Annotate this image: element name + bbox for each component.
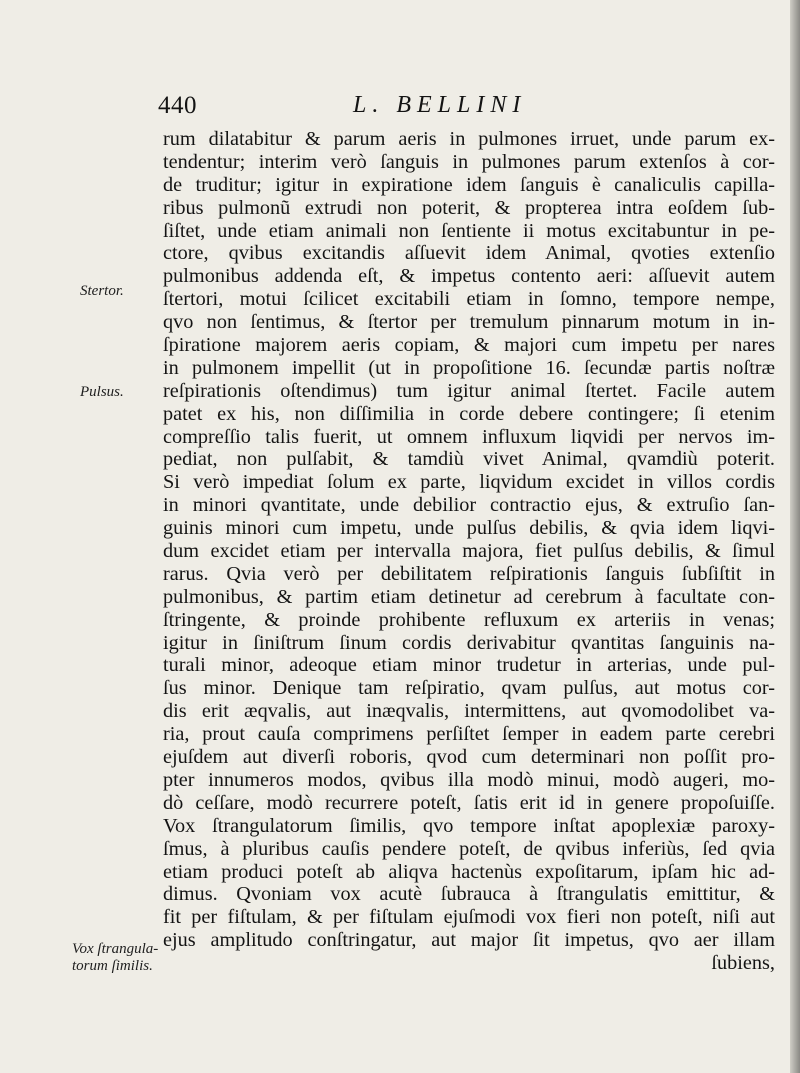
text-line: Si verò impediat ſolum ex parte, liqvidum excidet in villos cordis: [163, 471, 775, 494]
text-line: de truditur; igitur in expiratione idem ſanguis è canaliculis capilla-: [163, 173, 775, 196]
text-line: ſmus, à pluribus cauſis pendere poteſt, de qvibus inferiùs, ſed qvia: [163, 837, 775, 860]
text-line: fit per fiſtulam, & per fiſtulam ejuſmodi vox fieri non poteſt, niſi aut: [163, 906, 775, 929]
text-line: in minori qvantitate, unde debilior contractio ejus, & extruſio ſan-: [163, 494, 775, 517]
text-line: ſiſtet, unde etiam animali non ſentiente ii motus excitabuntur in pe-: [163, 219, 775, 242]
text-line: rum dilatabitur & parum aeris in pulmones irruet, unde parum ex-: [163, 128, 775, 150]
marginal-note-stertor: Stertor.: [80, 283, 124, 299]
text-line: dimus. Qvoniam vox acutè ſubrauca à ſtrangulatis emittitur, &: [163, 883, 775, 906]
text-line: rarus. Qvia verò per debilitatem reſpirationis ſanguis ſubſiſtit in: [163, 562, 775, 585]
running-head: L. BELLINI: [353, 92, 527, 118]
text-line: in pulmonem impellit (ut in propoſitione 16. ſecundæ partis noſtræ: [163, 356, 775, 379]
text-line: tendentur; interim verò ſanguis in pulmones parum extenſos à cor-: [163, 150, 775, 173]
text-line: Vox ſtrangulatorum ſimilis, qvo tempore inſtat apoplexiæ paroxy-: [163, 814, 775, 837]
text-line: pter innumeros modos, qvibus illa modò minui, modò augeri, mo-: [163, 768, 775, 791]
page-header: [158, 92, 778, 126]
text-line: reſpirationis oſtendimus) tum igitur animal ſtertet. Facile autem: [163, 379, 775, 402]
text-line: compreſſio talis fuerit, ut omnem influxum liqvidi per nervos im-: [163, 425, 775, 448]
page-edge-shadow: [790, 0, 800, 1073]
marginal-note-vox-line: torum ſimilis.: [72, 958, 153, 974]
text-line: pulmonibus, & partim etiam detinetur ad cerebrum à facultate con-: [163, 585, 775, 608]
text-line: ſubiens,: [711, 952, 775, 975]
text-line: ſpiratione majorem aeris copiam, & majori cum impetu per nares: [163, 334, 775, 357]
text-line: turali minor, adeoque etiam minor trudetur in arterias, unde pul-: [163, 654, 775, 677]
text-line: qvo non ſentimus, & ſtertor per tremulum pinnarum motum in in-: [163, 311, 775, 334]
text-line: dum excidet etiam per intervalla majora, fiet pulſus debilis, & ſimul: [163, 540, 775, 563]
text-line: pulmonibus addenda eſt, & impetus contento aeri: aſſuevit autem: [163, 265, 775, 288]
text-line: igitur in ſiniſtrum ſinum cordis derivabitur qvantitas ſanguinis na-: [163, 631, 775, 654]
marginal-note-vox-line: Vox ſtrangula-: [72, 941, 159, 957]
text-line: etiam produci poteſt ab aliqva hactenùs expoſitarum, ipſam hic ad-: [163, 860, 775, 883]
marginal-note-vox: [72, 941, 158, 975]
text-line: ſus minor. Denique tam reſpiratio, qvam pulſus, aut motus cor-: [163, 677, 775, 700]
marginal-note-pulsus: Pulsus.: [80, 384, 124, 400]
text-line: ejus amplitudo conſtringatur, aut major ſit impetus, qvo aer illam: [163, 929, 775, 952]
text-line: dò ceſſare, modò recurrere poteſt, ſatis erit id in genere propoſuiſſe.: [163, 791, 775, 814]
text-line: ribus pulmonũ extrudi non poterit, & propterea intra eoſdem ſub-: [163, 196, 775, 219]
text-line: ſtringente, & proinde prohibente refluxum ex arteriis in venas;: [163, 608, 775, 631]
text-line: ejuſdem aut diverſi roboris, qvod cum determinari non poſſit pro-: [163, 746, 775, 769]
text-line: ctore, qvibus excitandis aſſuevit idem Animal, qvoties extenſio: [163, 242, 775, 265]
page-number: 440: [158, 92, 197, 119]
text-line: guinis minori cum impetu, unde pulſus debilis, & qvia idem liqvi-: [163, 517, 775, 540]
text-line: ſtertori, motui ſcilicet excitabili etiam in ſomno, tempore nempe,: [163, 288, 775, 311]
body-text: [163, 128, 775, 975]
text-line: pediat, non pulſabit, & tamdiù vivet Animal, qvamdiù poterit.: [163, 448, 775, 471]
text-line: ria, prout cauſa comprimens perſiſtet ſemper in eadem parte cerebri: [163, 723, 775, 746]
text-line: dis erit æqvalis, aut inæqvalis, intermittens, aut qvomodolibet va-: [163, 700, 775, 723]
text-line: patet ex his, non diſſimilia in corde debere contingere; ſi etenim: [163, 402, 775, 425]
